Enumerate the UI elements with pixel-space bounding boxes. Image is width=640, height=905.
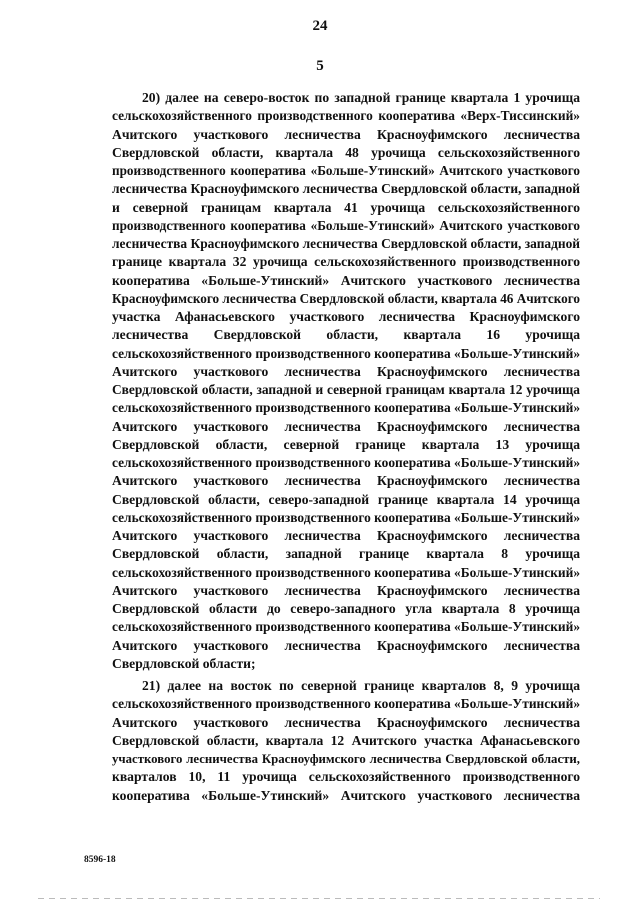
text-line: и северной границам квартала 41 урочища сельскохозяйственного (112, 199, 580, 215)
text-line: сельскохозяйственного производственного кооператива «Больше-Утинский» (112, 696, 580, 712)
document-code: 8596-18 (84, 855, 116, 865)
text-line: производственного кооператива «Больше-Утинский» Ачитского участкового (112, 163, 580, 178)
paragraph-21 (112, 677, 580, 805)
text-line: сельскохозяйственного производственного кооператива «Верх-Тиссинский» (112, 108, 580, 124)
text-line: Ачитского участкового лесничества Красноуфимского лесничества (112, 582, 580, 598)
text-line: Ачитского участкового лесничества Красноуфимского лесничества (112, 473, 580, 489)
page-number-inner: 5 (316, 58, 324, 74)
text-line: Ачитского участкового лесничества Красноуфимского лесничества (112, 363, 580, 379)
text-line: Ачитского участкового лесничества Красноуфимского лесничества (112, 637, 580, 653)
text-line: 21) далее на восток по северной границе кварталов 8, 9 урочища (142, 678, 580, 693)
text-line: Красноуфимского лесничества Свердловской области, квартала 46 Ачитского (112, 290, 580, 306)
text-line: Ачитского участкового лесничества Красноуфимского лесничества (112, 714, 580, 730)
page-number-outer: 24 (312, 18, 328, 34)
text-line: участкового лесничества Красноуфимского лесничества Свердловской области, (112, 752, 580, 766)
text-line: Свердловской области, северо-западной границе квартала 14 урочища (112, 491, 580, 507)
text-line: Ачитского участкового лесничества Красноуфимского лесничества (112, 418, 580, 434)
text-line: Ачитского участкового лесничества Красноуфимского лесничества (112, 126, 580, 142)
text-line: сельскохозяйственного производственного кооператива «Больше-Утинский» (112, 619, 580, 635)
paragraph-20 (112, 89, 580, 673)
text-line: Ачитского участкового лесничества Красноуфимского лесничества (112, 528, 580, 543)
scan-edge-divider (38, 898, 600, 899)
text-line: Свердловской области, западной и северной границам квартала 12 урочища (112, 382, 580, 397)
text-line: лесничества Красноуфимского лесничества Свердловской области, западной (112, 236, 580, 251)
text-line: сельскохозяйственного производственного кооператива «Больше-Утинский» (112, 345, 580, 361)
text-line: Свердловской области, западной границе квартала 8 урочища (112, 546, 580, 562)
text-line: кооператива «Больше-Утинский» Ачитского участкового лесничества (112, 787, 580, 803)
text-line: 20) далее на северо-восток по западной границе квартала 1 урочища (142, 90, 580, 105)
text-line: кооператива «Больше-Утинский» Ачитского участкового лесничества (112, 272, 580, 288)
text-line: Свердловской области, квартала 48 урочища сельскохозяйственного (112, 144, 580, 160)
text-line: Свердловской области до северо-западного угла квартала 8 урочища (112, 601, 580, 616)
text-line: сельскохозяйственного производственного кооператива «Больше-Утинский» (112, 509, 580, 525)
text-line: лесничества Красноуфимского лесничества Свердловской области, западной (112, 181, 580, 197)
text-line: Свердловской области, северной границе квартала 13 урочища (112, 436, 580, 452)
text-line: лесничества Свердловской области, квартала 16 урочища (112, 327, 580, 343)
text-line: границе квартала 32 урочища сельскохозяйственного производственного (112, 254, 580, 270)
text-line: участка Афанасьевского участкового лесничества Красноуфимского (112, 309, 580, 324)
document-body (112, 89, 580, 805)
text-line: сельскохозяйственного производственного кооператива «Больше-Утинский» (112, 564, 580, 580)
text-line: Свердловской области; (112, 655, 256, 671)
text-line: сельскохозяйственного производственного кооператива «Больше-Утинский» (112, 400, 580, 416)
text-line: сельскохозяйственного производственного кооператива «Больше-Утинский» (112, 455, 580, 470)
text-line: Свердловской области, квартала 12 Ачитского участка Афанасьевского (112, 732, 580, 748)
text-line: кварталов 10, 11 урочища сельскохозяйственного производственного (112, 769, 580, 785)
text-line: производственного кооператива «Больше-Утинский» Ачитского участкового (112, 217, 580, 233)
